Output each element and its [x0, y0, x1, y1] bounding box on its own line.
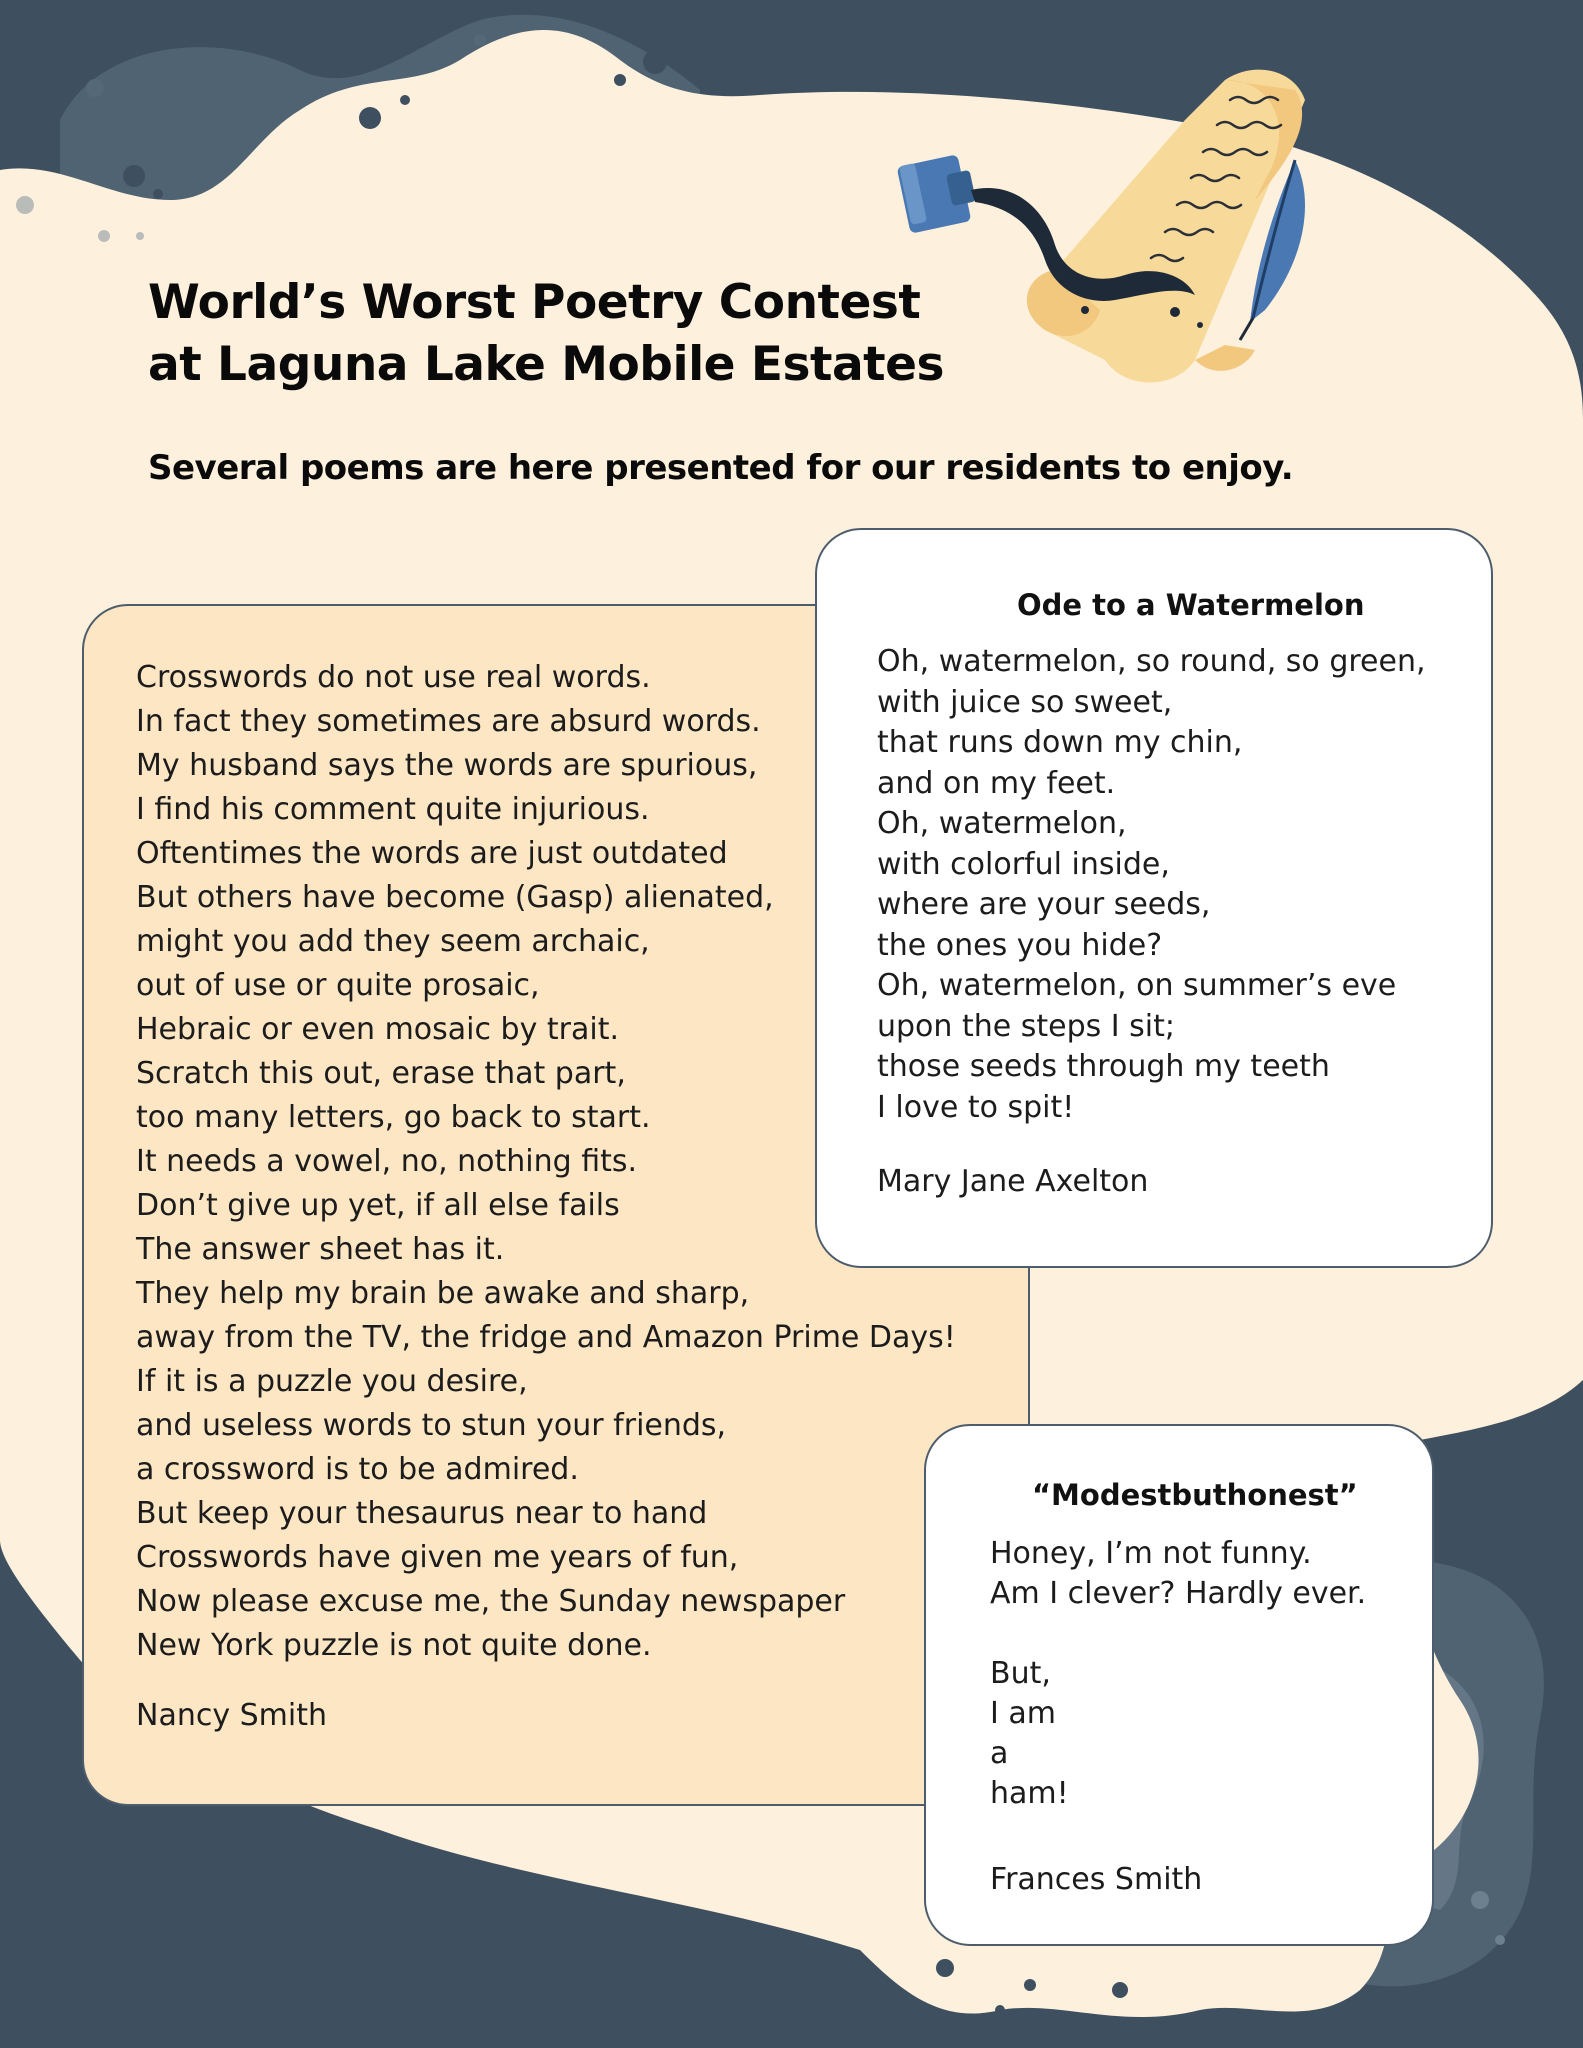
poem-line: Crosswords do not use real words.	[136, 660, 651, 695]
poem-line: Now please excuse me, the Sunday newspaper	[136, 1584, 846, 1619]
poem-line: those seeds through my teeth	[877, 1049, 1330, 1084]
poem-line: But others have become (Gasp) alienated,	[136, 880, 774, 915]
poem-line: a	[990, 1736, 1009, 1771]
poem-line: Oh, watermelon, so round, so green,	[877, 644, 1426, 679]
poem-line: with juice so sweet,	[877, 684, 1173, 720]
poem-author: Frances Smith	[990, 1862, 1203, 1897]
poem-line: It needs a vowel, no, nothing fits.	[136, 1144, 638, 1179]
poem-line: Don’t give up yet, if all else fails	[136, 1188, 620, 1223]
poem-line: In fact they sometimes are absurd words.	[136, 704, 761, 739]
title-line-2: at Laguna Lake Mobile Estates	[148, 337, 944, 392]
poem-line: Hebraic or even mosaic by trait.	[136, 1012, 619, 1047]
poem-author: Mary Jane Axelton	[877, 1164, 1149, 1199]
poem-line: I love to spit!	[877, 1089, 1075, 1125]
page-subtitle: Several poems are here presented for our residents to enjoy.	[148, 448, 1294, 488]
poem-card-watermelon	[815, 528, 1493, 1268]
title-line-1: World’s Worst Poetry Contest	[148, 275, 921, 330]
poem-line: New York puzzle is not quite done.	[136, 1628, 652, 1663]
poem-line: the ones you hide?	[877, 927, 1163, 963]
poem-line: out of use or quite prosaic,	[136, 968, 540, 1003]
poem-line: away from the TV, the fridge and Amazon Prime Days!	[136, 1320, 956, 1355]
poem-line: and on my feet.	[877, 765, 1116, 801]
poem-line: Scratch this out, erase that part,	[136, 1056, 626, 1091]
poem-line: Crosswords have given me years of fun,	[136, 1540, 739, 1575]
poem-line: and useless words to stun your friends,	[136, 1408, 727, 1443]
poem-line: ham!	[990, 1776, 1069, 1811]
poem-line: that runs down my chin,	[877, 725, 1243, 760]
poem-line: If it is a puzzle you desire,	[136, 1364, 528, 1399]
poem-line	[990, 1614, 1366, 1654]
poem-line: might you add they seem archaic,	[136, 924, 650, 959]
poem-title: Ode to a Watermelon	[1017, 588, 1365, 622]
poem-line: But,	[990, 1656, 1051, 1691]
poem-lines	[877, 642, 1426, 1128]
poetry-illustration	[895, 60, 1425, 400]
poem-line: My husband says the words are spurious,	[136, 748, 758, 783]
poem-line: Oftentimes the words are just outdated	[136, 836, 728, 871]
poem-lines	[990, 1534, 1366, 1814]
poem-card-modestbuthonest	[924, 1424, 1434, 1946]
poem-line: I am	[990, 1696, 1056, 1731]
poem-line: But keep your thesaurus near to hand	[136, 1496, 708, 1531]
poem-line: with colorful inside,	[877, 846, 1170, 882]
poem-line: They help my brain be awake and sharp,	[136, 1276, 750, 1311]
poem-line: Am I clever? Hardly ever.	[990, 1576, 1367, 1611]
poem-line: a crossword is to be admired.	[136, 1452, 579, 1487]
poem-line: too many letters, go back to start.	[136, 1100, 651, 1135]
poem-line: I find his comment quite injurious.	[136, 792, 650, 827]
poem-line: where are your seeds,	[877, 887, 1211, 922]
poem-title: “Modestbuthonest”	[1032, 1478, 1358, 1512]
poem-line: The answer sheet has it.	[136, 1232, 505, 1267]
scroll-icon	[1027, 70, 1305, 383]
poem-author: Nancy Smith	[136, 1698, 328, 1733]
poem-line: Honey, I’m not funny.	[990, 1536, 1312, 1571]
poem-line: upon the steps I sit;	[877, 1008, 1176, 1044]
poem-line: Oh, watermelon,	[877, 806, 1127, 841]
poem-line: Oh, watermelon, on summer’s eve	[877, 968, 1397, 1003]
page-title	[148, 272, 944, 396]
